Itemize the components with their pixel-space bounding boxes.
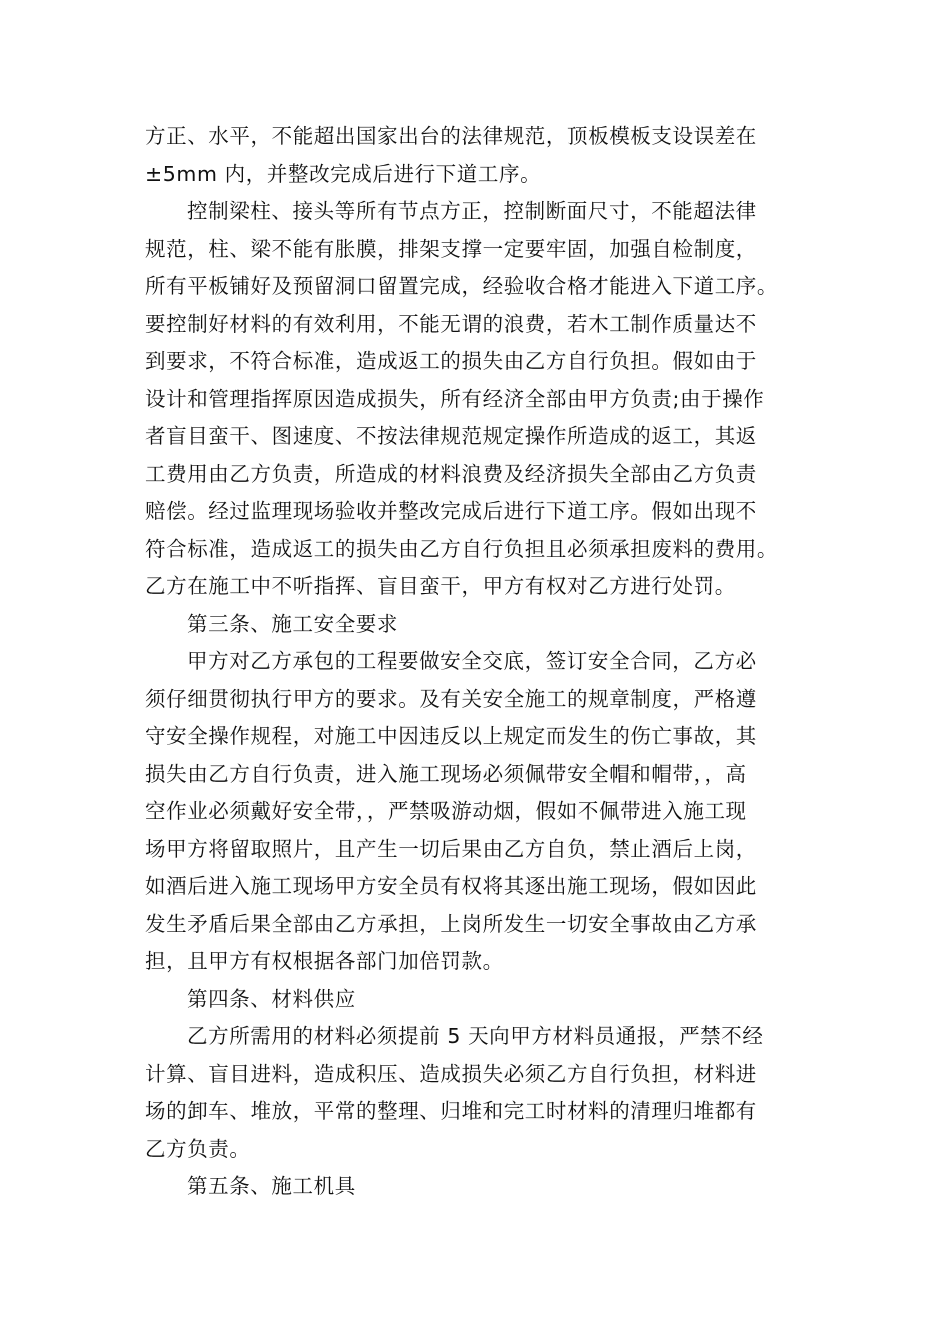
text-line: 设计和管理指挥原因造成损失，所有经济全部由甲方负责;由于操作 [145, 386, 765, 411]
section-heading-article-3: 第三条、施工安全要求 [187, 611, 398, 636]
text-line: 所有平板铺好及预留洞口留置完成，经验收合格才能进入下道工序。 [145, 274, 778, 298]
text-line: 守安全操作规程，对施工中因违反以上规定而发生的伤亡事故，其 [145, 724, 757, 748]
text-line: 乙方在施工中不听指挥、盲目蛮干，甲方有权对乙方进行处罚。 [145, 574, 736, 598]
text-line: 计算、盲目进料，造成积压、造成损失必须乙方自行负担，材料进 [145, 1061, 757, 1086]
text-line: 工费用由乙方负责，所造成的材料浪费及经济损失全部由乙方负责 [145, 461, 757, 486]
text-line: 如酒后进入施工现场甲方安全员有权将其逐出施工现场，假如因此 [145, 874, 757, 898]
text-line: 场的卸车、堆放，平常的整理、归堆和完工时材料的清理归堆都有 [145, 1099, 757, 1123]
text-line: 者盲目蛮干、图速度、不按法律规范规定操作所造成的返工，其返 [145, 424, 757, 448]
text-line: ±5mm 内，并整改完成后进行下道工序。 [145, 161, 542, 186]
paragraph-start-line: 乙方所需用的材料必须提前 5 天向甲方材料员通报，严禁不经 [187, 1024, 764, 1048]
text-line: 要控制好材料的有效利用，不能无谓的浪费，若木工制作质量达不 [145, 311, 757, 336]
text-line: 空作业必须戴好安全带，，严禁吸游动烟，假如不佩带进入施工现 [145, 799, 747, 823]
section-heading-article-5: 第五条、施工机具 [187, 1174, 356, 1198]
text-line: 赔偿。经过监理现场验收并整改完成后进行下道工序。假如出现不 [145, 499, 757, 523]
text-line: 到要求，不符合标准，造成返工的损失由乙方自行负担。假如由于 [145, 349, 757, 373]
text-line: 须仔细贯彻执行甲方的要求。及有关安全施工的规章制度，严格遵 [145, 686, 757, 711]
text-line: 乙方负责。 [145, 1136, 251, 1161]
paragraph-start-line: 控制梁柱、接头等所有节点方正，控制断面尺寸，不能超法律 [187, 199, 757, 223]
text-line: 规范，柱、梁不能有胀膜，排架支撑一定要牢固，加强自检制度， [145, 236, 757, 261]
paragraph-start-line: 甲方对乙方承包的工程要做安全交底，签订安全合同，乙方必 [187, 649, 757, 673]
section-heading-article-4: 第四条、材料供应 [187, 986, 356, 1011]
text-line: 发生矛盾后果全部由乙方承担，上岗所发生一切安全事故由乙方承 [145, 911, 757, 936]
text-line: 场甲方将留取照片，且产生一切后果由乙方自负，禁止酒后上岗， [145, 836, 757, 861]
text-line: 损失由乙方自行负责，进入施工现场必须佩带安全帽和帽带，，高 [145, 761, 747, 786]
text-line: 符合标准，造成返工的损失由乙方自行负担且必须承担废料的费用。 [145, 536, 778, 561]
text-line: 担，且甲方有权根据各部门加倍罚款。 [145, 949, 504, 973]
document-body [145, 118, 813, 1206]
text-line: 方正、水平，不能超出国家出台的法律规范，顶板模板支设误差在 [145, 124, 757, 148]
